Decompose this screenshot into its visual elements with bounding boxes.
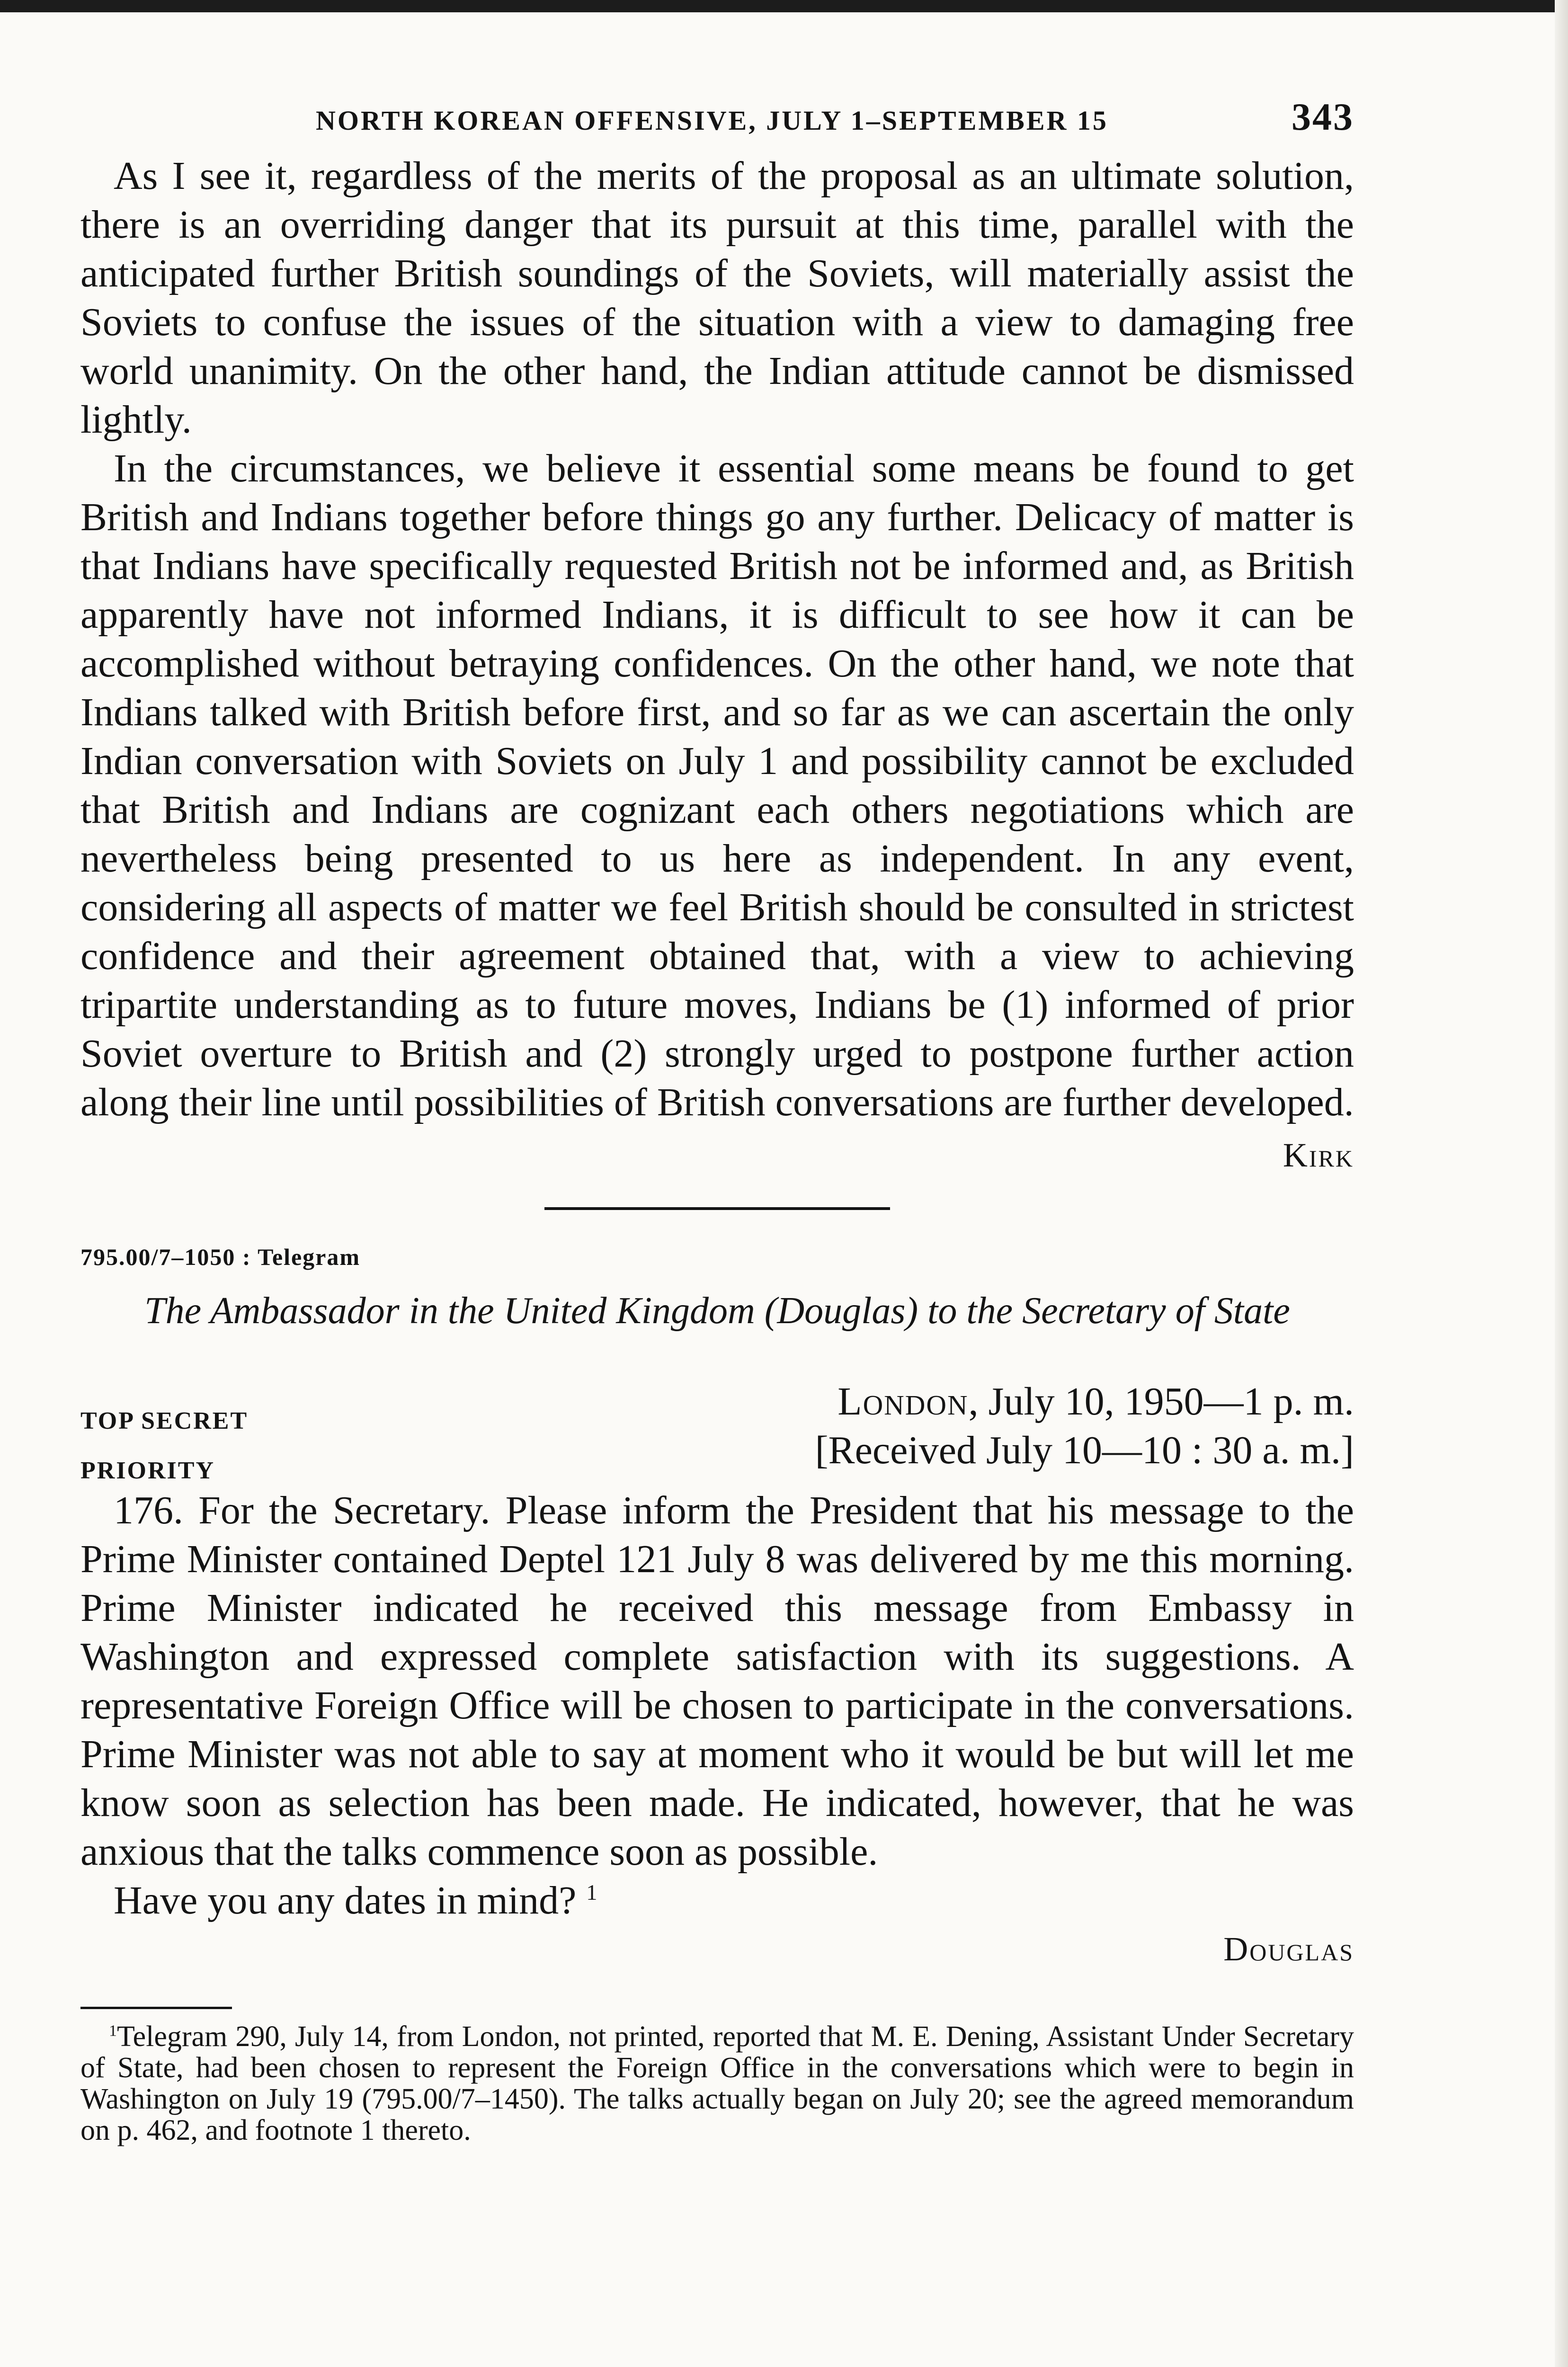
footnote-marker: 1 bbox=[109, 2022, 117, 2040]
footnote bbox=[80, 2021, 1354, 2146]
telegram-paragraph: 176. For the Secretary. Please inform the President that his message to the Prime Minister contained Deptel 121 July 8 was delivered by me this morning. Prime Minister indicated he received this message from Embassy in Washington and expressed complete satisfaction with its suggestions. A representative Foreign Office will be chosen to participate in the conversations. Prime Minister was not able to say at moment who it would be but will let me know soon as selection has been made. He indicated, however, that he was anxious that the talks commence soon as possible. bbox=[80, 1488, 1354, 1874]
file-reference: 795.00/7–1050 : Telegram bbox=[80, 1244, 361, 1270]
question-text: Have you any dates in mind? bbox=[114, 1878, 577, 1922]
dateline bbox=[815, 1377, 1354, 1475]
dateline-place: London bbox=[837, 1379, 969, 1424]
page-number: 343 bbox=[1292, 95, 1354, 138]
footnote-text: Telegram 290, July 14, from London, not printed, reported that M. E. Dening, Assistant Under Secretary of State, had been chosen to represent the Foreign Office in the conversations which were to begin in Washington on July 19 (795.00/7–1450). The talks actually began on July 20; see the agreed memorandum on p. 462, and footnote 1 thereto. bbox=[80, 2020, 1354, 2146]
running-head-title: NORTH KOREAN OFFENSIVE, JULY 1–SEPTEMBER 15 bbox=[316, 105, 1108, 136]
scan-top-border bbox=[0, 0, 1568, 12]
classification-label: TOP SECRET bbox=[80, 1407, 249, 1434]
footnote-rule bbox=[80, 2007, 232, 2009]
classification-block bbox=[80, 1396, 248, 1495]
received-line: [Received July 10—10 : 30 a. m.] bbox=[815, 1428, 1354, 1472]
scan-right-edge bbox=[1555, 0, 1568, 2367]
body-paragraph: As I see it, regardless of the merits of the proposal as an ultimate solution, there is an overriding danger that its pursuit at this time, parallel with the anticipated further British soundings of the Soviets, will materially assist the Soviets to confuse the issues of the situation with a view to damaging free world unanimity. On the other hand, the Indian attitude cannot be dismissed lightly. bbox=[80, 154, 1354, 442]
signature-kirk: Kirk bbox=[1283, 1136, 1354, 1174]
body-paragraph: In the circumstances, we believe it essential some means be found to get British and Indians together before things go any further. Delicacy of matter is that Indians have specifically requested British not be informed and, as British apparently have not informed Indians, it is difficult to see how it can be accomplished without betraying confidences. On the other hand, we note that Indians talked with British before first, and so far as we can ascertain the only Indian conversation with Soviets on July 1 and possibility cannot be excluded that British and Indians are cognizant each others negotiations which are nevertheless being presented to us here as independent. In any event, considering all aspects of matter we feel British should be consulted in strictest confidence and their agreement obtained that, with a view to achieving tripartite understanding as to future moves, Indians be (1) informed of prior Soviet overture to British and (2) strongly urged to postpone further action along their line until possibilities of British conversations are further developed. bbox=[80, 446, 1354, 1124]
telegram-paragraph-question bbox=[80, 1876, 1354, 1925]
telegram-header bbox=[80, 1377, 1354, 1484]
section-divider bbox=[544, 1207, 890, 1210]
running-head bbox=[80, 95, 1354, 151]
document-page bbox=[80, 95, 1354, 2146]
dateline-date: , July 10, 1950—1 p. m. bbox=[968, 1379, 1354, 1424]
signature-douglas: Douglas bbox=[1223, 1930, 1354, 1968]
footnote-reference: 1 bbox=[586, 1880, 597, 1904]
document-title: The Ambassador in the United Kingdom (Douglas) to the Secretary of State bbox=[144, 1290, 1290, 1332]
precedence-label: PRIORITY bbox=[80, 1457, 215, 1484]
